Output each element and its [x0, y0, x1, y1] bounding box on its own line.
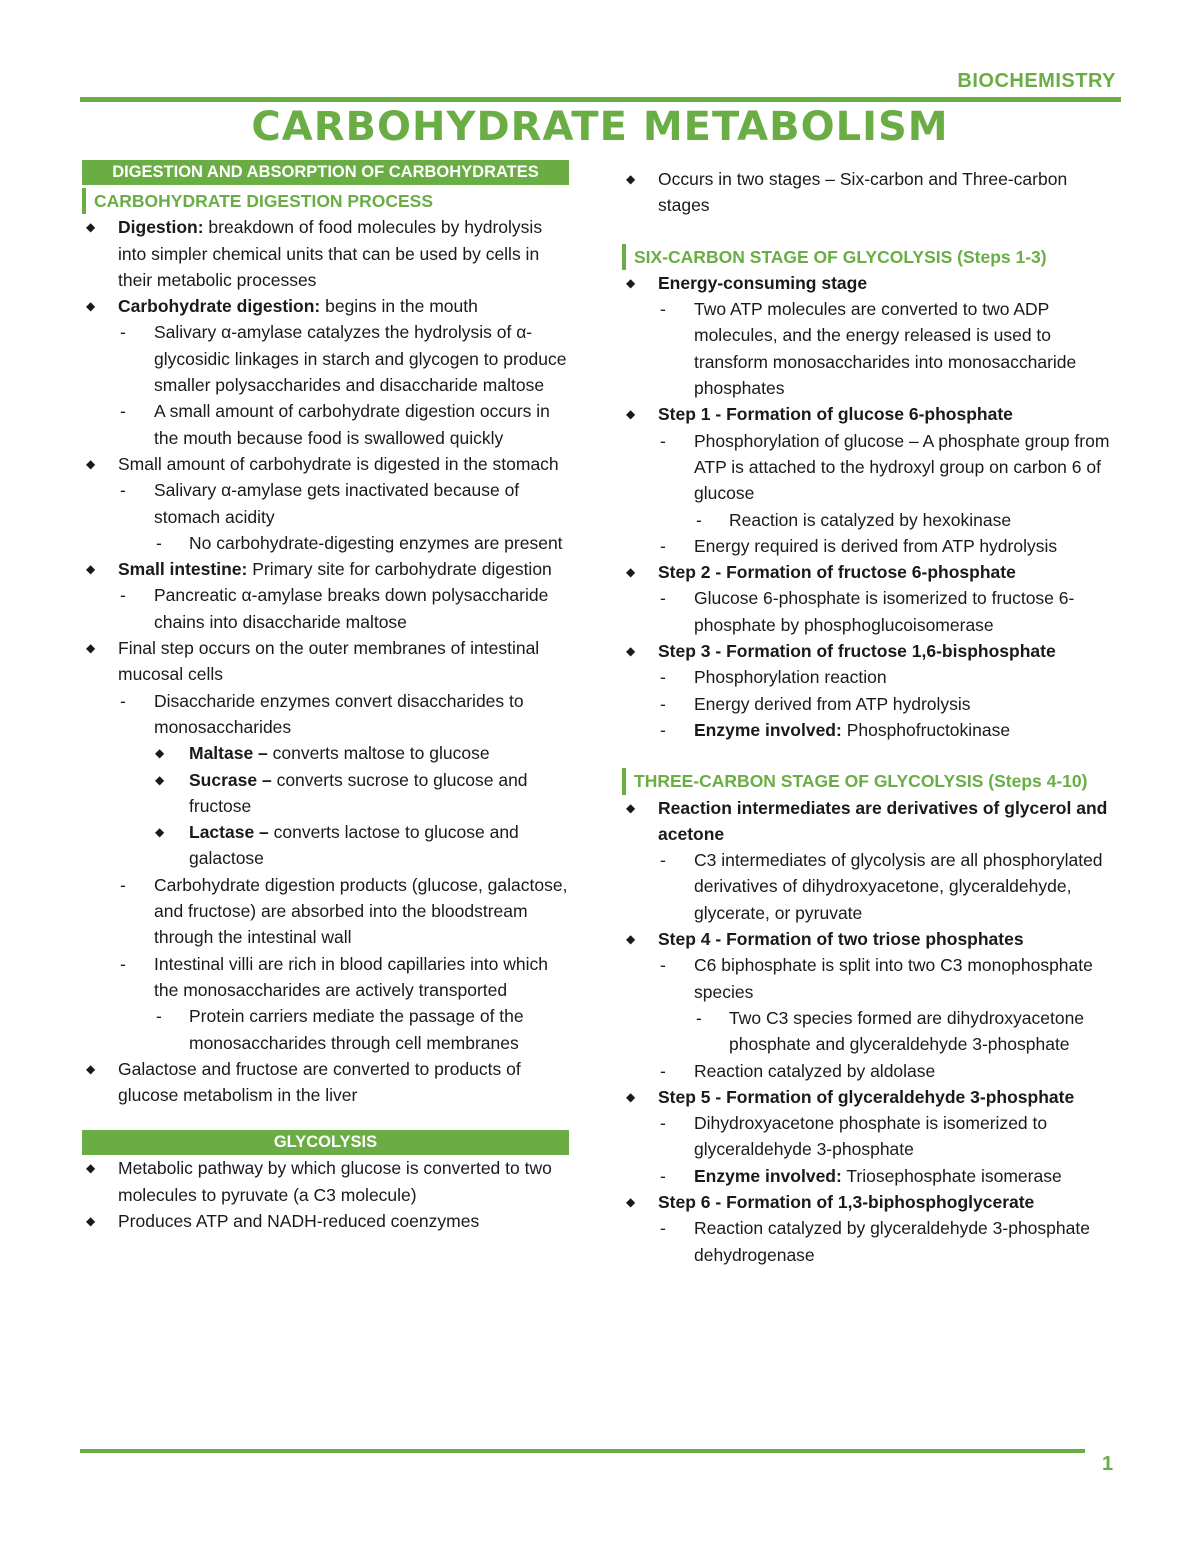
page-number: 1: [1102, 1453, 1114, 1475]
dash-icon: -: [156, 1006, 162, 1027]
bullet-icon: ◆: [86, 1161, 96, 1176]
bullet-icon: ◆: [86, 299, 96, 314]
list-subitem: - Phosphorylation reaction: [622, 664, 1122, 690]
dash-icon: -: [120, 401, 126, 422]
list-subitem: - Carbohydrate digestion products (glucose, galactose, and fructose) are absorbed into the bloodstream through the intestinal wall: [82, 872, 572, 951]
subject-label: BIOCHEMISTRY: [957, 70, 1116, 92]
section-banner-glycolysis: GLYCOLYSIS: [82, 1130, 569, 1155]
list-subitem: - A small amount of carbohydrate digestion occurs in the mouth because food is swallowed quickly: [82, 398, 572, 451]
dash-icon: -: [660, 719, 666, 740]
dash-icon: -: [660, 693, 666, 714]
list-item: ◆ Galactose and fructose are converted to products of glucose metabolism in the liver: [82, 1056, 572, 1109]
list-item: ◆ Small intestine: Primary site for carbohydrate digestion: [82, 556, 572, 582]
bullet-icon: ◆: [626, 1089, 636, 1104]
list-item: ◆ Step 2 - Formation of fructose 6-phosphate: [622, 559, 1122, 585]
bullet-icon: ◆: [626, 1194, 636, 1209]
dash-icon: -: [156, 532, 162, 553]
dash-icon: -: [660, 535, 666, 556]
dash-icon: -: [660, 955, 666, 976]
bullet-icon: ◆: [86, 1061, 96, 1076]
dash-icon: -: [696, 509, 702, 530]
bullet-icon: ◆: [626, 172, 636, 186]
bottom-rule: [80, 1449, 1085, 1453]
dash-icon: -: [660, 1060, 666, 1081]
page-title: CARBOHYDRATE METABOLISM: [251, 104, 949, 150]
bullet-icon: ◆: [155, 772, 165, 787]
right-column: [622, 166, 1122, 1268]
list-subsubitem: ◆ Sucrase – converts sucrose to glucose and fructose: [82, 767, 572, 820]
list-item: ◆ Step 5 - Formation of glyceraldehyde 3-phosphate: [622, 1084, 1122, 1110]
dash-icon: -: [660, 299, 666, 320]
list-subsubitem: ◆ Lactase – converts lactose to glucose and galactose: [82, 819, 572, 872]
list-subsubitem: - No carbohydrate-digesting enzymes are present: [82, 530, 572, 556]
list-subsubitem: - Reaction is catalyzed by hexokinase: [622, 507, 1122, 533]
bullet-icon: ◆: [155, 825, 165, 840]
bullet-icon: ◆: [86, 562, 96, 577]
subheading-digestion-process: CARBOHYDRATE DIGESTION PROCESS: [82, 188, 572, 214]
list-subitem: - Pancreatic α-amylase breaks down polysaccharide chains into disaccharide maltose: [82, 582, 572, 635]
list-subitem: - Two ATP molecules are converted to two ADP molecules, and the energy released is used to transform monosaccharides into monosaccharide phosphates: [622, 296, 1122, 401]
list-subitem: - Intestinal villi are rich in blood capillaries into which the monosaccharides are actively transported: [82, 951, 572, 1004]
dash-icon: -: [120, 480, 126, 501]
dash-icon: -: [660, 1165, 666, 1186]
list-subitem: - Reaction catalyzed by aldolase: [622, 1058, 1122, 1084]
dash-icon: -: [660, 667, 666, 688]
bullet-icon: ◆: [86, 456, 96, 471]
dash-icon: -: [660, 588, 666, 609]
list-subitem: - Salivary α-amylase catalyzes the hydrolysis of α-glycosidic linkages in starch and glycogen to produce smaller polysaccharides and disaccharide maltose: [82, 319, 572, 398]
dash-icon: -: [120, 953, 126, 974]
list-subitem: - Reaction catalyzed by glyceraldehyde 3-phosphate dehydrogenase: [622, 1215, 1122, 1268]
top-rule: [80, 97, 1121, 102]
list-subitem: - Disaccharide enzymes convert disaccharides to monosaccharides: [82, 688, 572, 741]
list-item: ◆ Final step occurs on the outer membranes of intestinal mucosal cells: [82, 635, 572, 688]
bullet-icon: ◆: [86, 1213, 96, 1228]
bullet-icon: ◆: [86, 641, 96, 656]
list-item: ◆ Energy-consuming stage: [622, 270, 1122, 296]
dash-icon: -: [660, 1113, 666, 1134]
list-subitem: - Salivary α-amylase gets inactivated because of stomach acidity: [82, 477, 572, 530]
bullet-icon: ◆: [626, 644, 636, 659]
bullet-icon: ◆: [626, 407, 636, 422]
list-item: ◆ Step 6 - Formation of 1,3-biphosphoglycerate: [622, 1189, 1122, 1215]
list-item: ◆ Occurs in two stages – Six-carbon and Three-carbon stages: [622, 166, 1122, 219]
list-subitem: - Glucose 6-phosphate is isomerized to fructose 6-phosphate by phosphoglucoisomerase: [622, 585, 1122, 638]
list-subitem: - Energy derived from ATP hydrolysis: [622, 691, 1122, 717]
dash-icon: -: [660, 430, 666, 451]
bullet-icon: ◆: [86, 220, 96, 235]
list-subitem: - C3 intermediates of glycolysis are all phosphorylated derivatives of dihydroxyacetone, glyceraldehyde, glycerate, or pyruvate: [622, 847, 1122, 926]
list-item: ◆ Produces ATP and NADH-reduced coenzymes: [82, 1208, 572, 1234]
list-subitem: - Phosphorylation of glucose – A phosphate group from ATP is attached to the hydroxyl group on carbon 6 of glucose: [622, 428, 1122, 507]
dash-icon: -: [120, 585, 126, 606]
bullet-icon: ◆: [155, 746, 165, 761]
left-column: [82, 160, 572, 1234]
dash-icon: -: [120, 874, 126, 895]
bullet-icon: ◆: [626, 565, 636, 580]
list-subsubitem: ◆ Maltase – converts maltose to glucose: [82, 740, 572, 766]
list-subitem: - Enzyme involved: Triosephosphate isomerase: [622, 1163, 1122, 1189]
list-item: ◆ Step 3 - Formation of fructose 1,6-bisphosphate: [622, 638, 1122, 664]
list-item: ◆ Digestion: breakdown of food molecules by hydrolysis into simpler chemical units that can be used by cells in their metabolic processes: [82, 214, 572, 293]
dash-icon: -: [660, 850, 666, 871]
list-item: ◆ Reaction intermediates are derivatives of glycerol and acetone: [622, 795, 1122, 848]
list-item: ◆ Small amount of carbohydrate is digested in the stomach: [82, 451, 572, 477]
bullet-icon: ◆: [626, 275, 636, 290]
list-subitem: - Enzyme involved: Phosphofructokinase: [622, 717, 1122, 743]
dash-icon: -: [660, 1218, 666, 1239]
list-subitem: - Dihydroxyacetone phosphate is isomerized to glyceraldehyde 3-phosphate: [622, 1110, 1122, 1163]
dash-icon: -: [120, 690, 126, 711]
list-item: ◆ Step 1 - Formation of glucose 6-phosphate: [622, 401, 1122, 427]
list-item: ◆ Metabolic pathway by which glucose is converted to two molecules to pyruvate (a C3 molecule): [82, 1155, 572, 1208]
list-subsubitem: - Protein carriers mediate the passage of the monosaccharides through cell membranes: [82, 1003, 572, 1056]
bullet-icon: ◆: [626, 932, 636, 947]
list-item: ◆ Carbohydrate digestion: begins in the mouth: [82, 293, 572, 319]
subheading-six-carbon-stage: SIX-CARBON STAGE OF GLYCOLYSIS (Steps 1-3): [622, 244, 1122, 270]
bullet-icon: ◆: [626, 800, 636, 815]
list-item: ◆ Step 4 - Formation of two triose phosphates: [622, 926, 1122, 952]
list-subitem: - Energy required is derived from ATP hydrolysis: [622, 533, 1122, 559]
dash-icon: -: [696, 1007, 702, 1028]
list-subsubitem: - Two C3 species formed are dihydroxyacetone phosphate and glyceraldehyde 3-phosphate: [622, 1005, 1122, 1058]
subheading-three-carbon-stage: THREE-CARBON STAGE OF GLYCOLYSIS (Steps 4-10): [622, 768, 1122, 794]
dash-icon: -: [120, 322, 126, 343]
section-banner-digestion: DIGESTION AND ABSORPTION OF CARBOHYDRATES: [82, 160, 569, 185]
list-subitem: - C6 biphosphate is split into two C3 monophosphate species: [622, 952, 1122, 1005]
